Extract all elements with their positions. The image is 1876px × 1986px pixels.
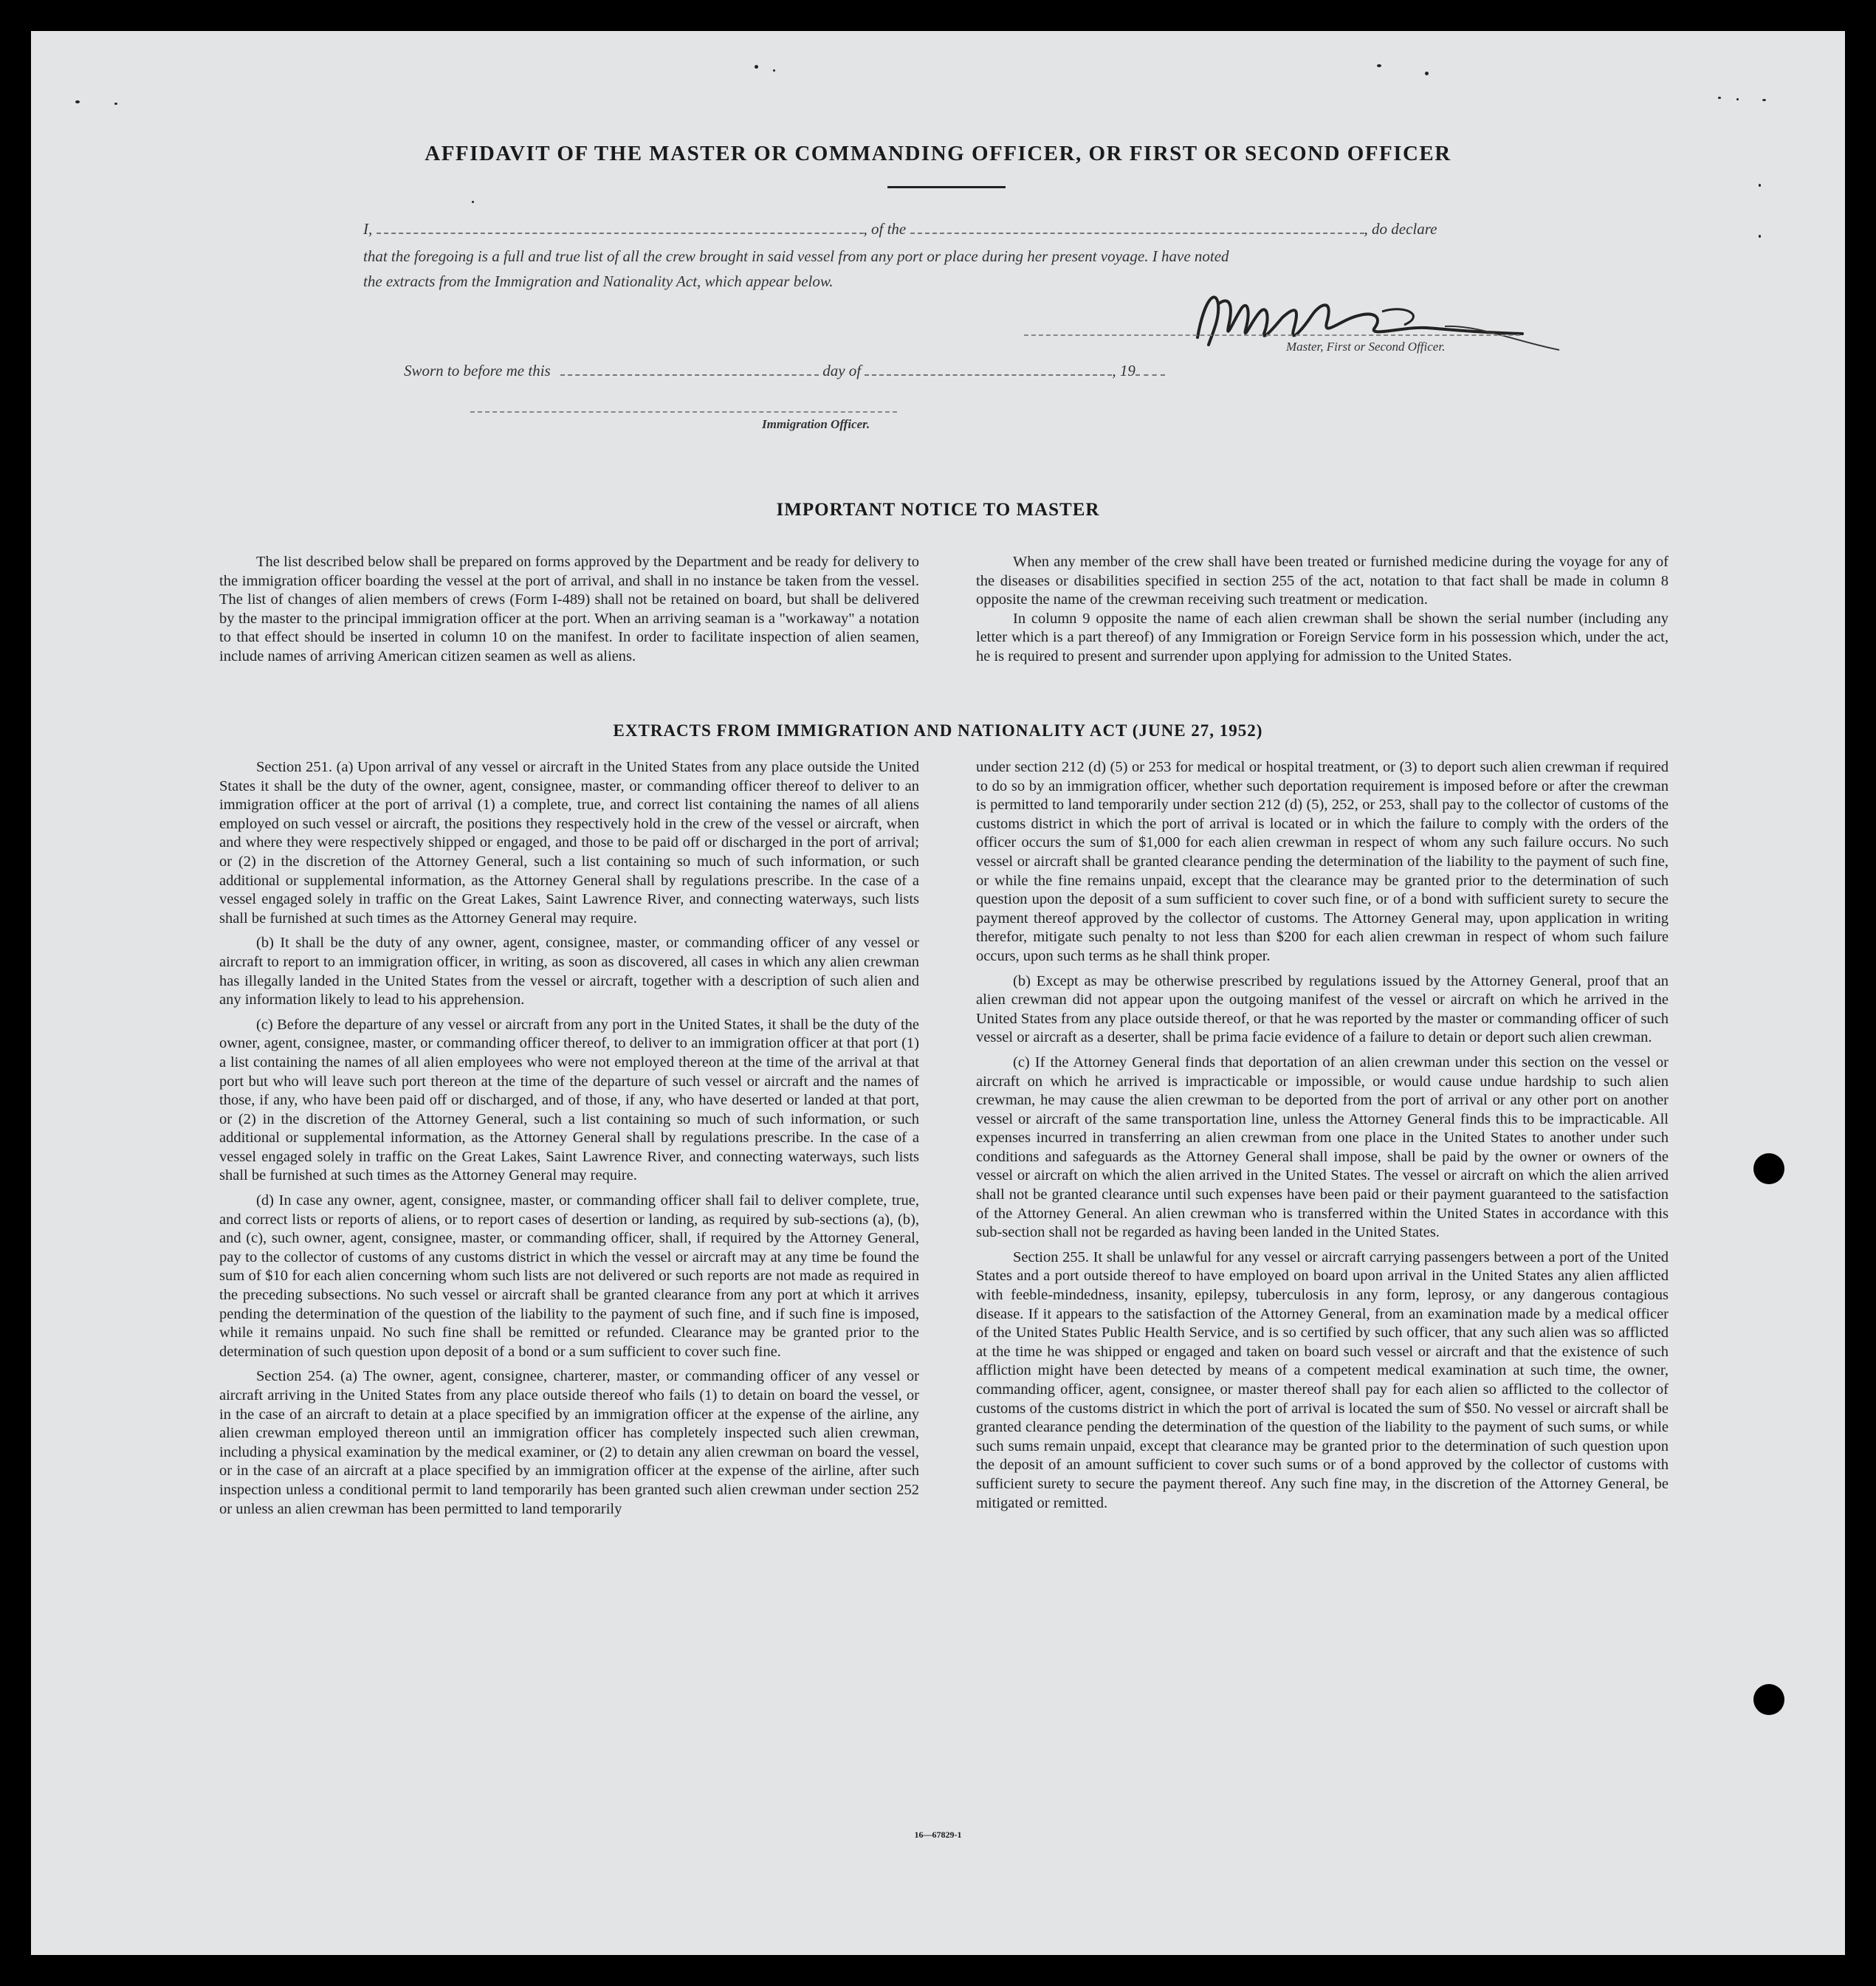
declaration-line-2: that the foregoing is a full and true list of all the crew brought in said vessel from any port or place during her present voyage. I have noted [363,247,1229,265]
declaration-of-the-label: , of the [863,220,907,238]
extract-paragraph: (c) Before the departure of any vessel or aircraft from any port in the United States, it shall be the duty of the owner, agent, consignee, master, or commanding officer thereof, to deliver to an immigration officer at that port (1) a list containing the names of all alien employees who were not employed thereon at the time of the arrival at that port but who will leave such port thereon at the time of the departure of such vessel or aircraft and the names of those, if any, who have been paid off or discharged, and of those, if any, who have deserted or landed at that port, or (2) in the discretion of the Attorney General, such a list containing so much of such information, or such additional or supplemental information, as the Attorney General shall by regulations prescribe. In the case of a vessel engaged solely in traffic on the Great Lakes, Saint Lawrence River, and connecting waterways, such lists shall be furnished at such times as the Attorney General may require. [219,1016,919,1184]
form-code: 16—67829-1 [914,1829,962,1840]
notice-right-column [976,553,1669,673]
extract-paragraph: (b) It shall be the duty of any owner, agent, consignee, master, or commanding officer of any vessel or aircraft to report to an immigration officer, in writing, as soon as discovered, all cases in which any alien crewman has illegally landed in the United States from the vessel or aircraft, together with a description of such alien and any information likely to lead to his apprehension. [219,935,919,1009]
extract-paragraph: (b) Except as may be otherwise prescribed by regulations issued by the Attorney General, proof that an alien crewman did not appear upon the outgoing manifest of the vessel or aircraft on which he arrived in the United States from any place outside thereof, or that he was reported by the master or commanding officer of such vessel or aircraft as a deserter, shall be prima facie evidence of a failure to detain or deport such alien crewman. [976,972,1669,1046]
sworn-year-blank[interactable] [1135,364,1165,376]
document-page [31,31,1845,1955]
extract-paragraph: under section 212 (d) (5) or 253 for medical or hospital treatment, or (3) to deport such alien crewman if required to do so by an immigration officer, whether such deportation requirement is imposed before or after the crewman is permitted to land temporarily under section 212 (d) (5), 252, or 253, shall pay to the collector of customs of the customs district in which the port of arrival is located or in which the failure to comply with the orders of the officer occurs the sum of $1,000 for each alien crewman in respect of whom any such failure occurs. No such vessel or aircraft shall be granted clearance pending the determination of the liability to the payment of such fine, or while the fine remains unpaid, except that the clearance may be granted prior to the determination of such question upon the deposit of a sum sufficient to cover such fine, or of a bond with sufficient surety to secure the payment thereof approved by the collector of customs. The Attorney General may, upon application in writing therefor, mitigate such penalty to not less than $200 for each alien crewman in respect of whom such failure occurs, upon such terms as he shall think proper. [976,759,1669,964]
title-rule [887,186,1006,188]
vessel-blank[interactable] [910,222,1364,234]
notice-paragraph: The list described below shall be prepared on forms approved by the Department and be ready for delivery to the immigration officer boarding the vessel at the port of arrival, and shall in no instance be taken from the vessel. The list of changes of alien members of crews (Form I-489) shall not be retained on board, but shall be delivered by the master to the principal immigration officer at the port. When an arriving seaman is a "workaway" a notation to that effect should be inserted in column 10 on the manifest. In order to facilitate inspection of alien seamen, include names of arriving American citizen seamen as well as aliens. [219,554,919,664]
declaration-i-label: I, [363,220,373,238]
declaration-declare-label: , do declare [1364,220,1437,238]
notice-title: IMPORTANT NOTICE TO MASTER [776,500,1100,520]
extract-paragraph: (d) In case any owner, agent, consignee, master, or commanding officer shall fail to deliver complete, true, and correct lists or reports of aliens, or to report cases of desertion or landing, as required by sub-sections (a), (b), and (c), such owner, agent, consignee, master, or commanding officer, shall, if required by the Attorney General, pay to the collector of customs of any customs district in which the vessel or aircraft may at any time be found the sum of $10 for each alien concerning whom such lists are not delivered or such reports are not made as required in the preceding subsections. No such vessel or aircraft shall be granted clearance from any port at which it arrives pending the determination of the question of the liability to the payment of such fine, and if such fine is imposed, while it remains unpaid. No such fine shall be remitted or refunded. Clearance may be granted prior to the determination of such question upon deposit of a bond or a sum sufficient to cover such fine. [219,1192,919,1360]
punch-hole-upper [1753,1153,1784,1184]
sworn-day-blank[interactable] [560,364,819,376]
extract-paragraph: (c) If the Attorney General finds that deportation of an alien crewman under this section on the vessel or aircraft on which he arrived is impracticable or impossible, or would cause undue hardship to such alien crewman, he may cause the alien crewman to be deported from the port of arrival or any other port on another vessel or aircraft of the same transportation line, unless the Attorney General finds this to be impracticable. All expenses incurred in transferring an alien crewman from one place in the United States to another under such conditions and safeguards as the Attorney General shall impose, shall be paid by the owner or owners of the vessel or aircraft on which the alien arrived in the United States. The vessel or aircraft on which the alien arrived shall not be granted clearance until such expenses have been paid or their payment guaranteed to the satisfaction of the Attorney General. An alien crewman who is transferred within the United States in accordance with this sub-section shall not be regarded as having been landed in the United States. [976,1054,1669,1241]
extract-paragraph: Section 255. It shall be unlawful for any vessel or aircraft carrying passengers between a port of the United States and a port outside thereof to have employed on board upon arrival in the United States any alien afflicted with feeble-mindedness, insanity, epilepsy, tuberculosis in any form, leprosy, or any dangerous contagious disease. If it appears to the satisfaction of the Attorney General, from an examination made by a medical officer of the United States Public Health Service, and is so certified by such officer, that any such alien was so afflicted at the time he was shipped or engaged and taken on board such vessel or aircraft and that the existence of such affliction might have been detected by means of a competent medical examination at such time, the owner, commanding officer, agent, consignee, or master thereof shall pay for each alien so afflicted to the collector of customs of the customs district in which the port of arrival is located the sum of $50. No vessel or aircraft shall be granted clearance pending the determination of the question of the liability to the payment of such sums, or while such sums remain unpaid, except that clearance may be granted prior to the determination of such question upon the deposit of an amount sufficient to cover such sums or of a bond approved by the collector of customs with sufficient surety to secure the payment thereof. Any such fine may, in the discretion of the Attorney General, be mitigated or remitted. [976,1248,1669,1511]
declaration-line-1 [363,220,1559,238]
extracts-left-column [219,758,919,1525]
extracts-right-column [976,758,1669,1519]
extract-paragraph: Section 254. (a) The owner, agent, consignee, charterer, master, or commanding officer of any vessel or aircraft arriving in the United States from any place outside thereof who fails (1) to detain on board the vessel, or in the case of an aircraft to detain at a place specified by an immigration officer at the expense of the airline, any alien crewman employed thereon until an immigration officer has completely inspected such alien crewman, including a physical examination by the medical examiner, or (2) to detain any alien crewman on board the vessel, or in the case of an aircraft at a place specified by an immigration officer at the expense of the airline, after such inspection unless a conditional permit to land temporarily has been granted such alien crewman under section 252 or unless an alien crewman has been permitted to land temporarily [219,1368,919,1517]
punch-hole-lower [1753,1684,1784,1715]
declaration-line-3: the extracts from the Immigration and Nationality Act, which appear below. [363,272,834,290]
signature-caption: Master, First or Second Officer. [1286,340,1446,354]
immigration-officer-line [470,411,897,413]
sworn-day-of-label: day of [822,362,862,379]
immigration-officer-caption: Immigration Officer. [762,417,870,431]
extract-paragraph: Section 251. (a) Upon arrival of any vessel or aircraft in the United States from any place outside the United States it shall be the duty of the owner, agent, consignee, master, or commanding officer thereof to deliver to an immigration officer at the port of arrival (1) a complete, true, and correct list containing the names of all aliens employed on such vessel or aircraft, the positions they respectively hold in the crew of the vessel or aircraft, when and where they were respectively shipped or engaged, and those to be paid off or discharged in the port of arrival; or (2) in the discretion of the Attorney General, such a list containing so much of such information, or such additional or supplemental information, as the Attorney General shall by regulations prescribe. In the case of a vessel engaged solely in traffic on the Great Lakes, Saint Lawrence River, and connecting waterways, such lists shall be furnished at such times as the Attorney General may require. [219,759,919,927]
sworn-prefix: Sworn to before me this [404,362,551,379]
sworn-month-blank[interactable] [865,364,1112,376]
notice-paragraph: In column 9 opposite the name of each alien crewman shall be shown the serial number (including any letter which is a part thereof) of any Immigration or Foreign Service form in his possession which, under the act, he is required to present and surrender upon applying for admission to the United States. [976,610,1669,664]
signature-line [1024,334,1520,336]
notice-paragraph: When any member of the crew shall have been treated or furnished medicine during the voyage for any of the diseases or disabilities specified in section 255 of the act, notation to that fact shall be made in column 8 opposite the name of the crewman receiving such treatment or medication. [976,554,1669,608]
extracts-title: EXTRACTS FROM IMMIGRATION AND NATIONALITY ACT (JUNE 27, 1952) [613,721,1263,740]
notice-left-column [219,553,919,673]
sworn-year-label: , 19 [1112,362,1135,379]
sworn-line [404,362,1600,380]
affidavit-title: AFFIDAVIT OF THE MASTER OR COMMANDING OFFICER, OR FIRST OR SECOND OFFICER [425,142,1451,165]
name-blank[interactable] [377,222,864,234]
